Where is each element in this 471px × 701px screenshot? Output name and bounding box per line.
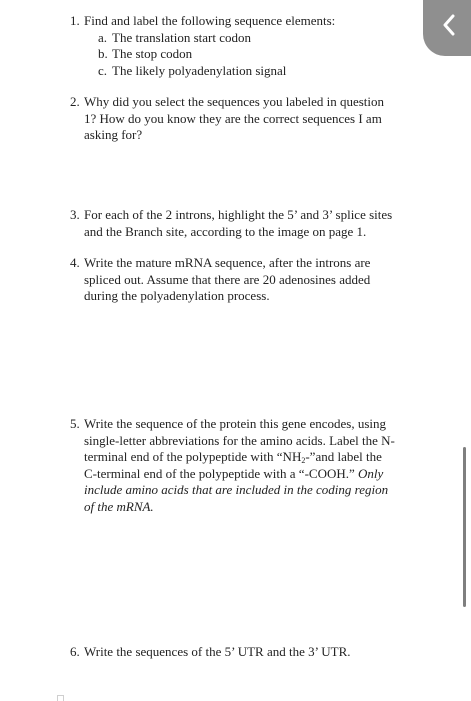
question-text: Write the sequences of the 5’ UTR and the 3’ UTR. [84,644,351,659]
question-text-line: include amino acids that are included in the coding region [84,482,389,497]
question-number: 4. [70,255,80,270]
question-3 [70,207,392,240]
sub-item-a: a. The translation start codon [98,29,251,45]
question-text-line: Write the mature mRNA sequence, after the introns are [84,255,371,270]
question-text-line: and the Branch site, according to the image on page 1. [84,223,367,239]
chevron-left-icon [442,14,456,36]
question-number: 5. [70,416,80,431]
question-text-line: C-terminal end of the polypeptide with a “-COOH.” Only [84,465,384,481]
question-text-line: of the mRNA. [84,498,154,514]
question-number: 1. [70,13,80,28]
question-text-line: Why did you select the sequences you labeled in question [84,94,385,109]
question-number: 3. [70,207,80,222]
page-corner-mark [57,695,64,701]
question-5 [70,416,395,515]
question-text-line: terminal end of the polypeptide with “$NH_2-”and$ label the [84,449,382,465]
question-text-line: Write the sequence of the protein this gene encodes, using [84,416,386,431]
question-text-line: single-letter abbreviations for the amino acids. Label the N- [84,432,395,448]
question-4 [70,255,370,305]
question-text-line: asking for? [84,127,143,142]
question-number: 6. [70,644,80,659]
sub-item-c: c. The likely polyadenylation signal [98,62,287,78]
question-text-line: 1? How do you know they are the correct sequences I am [84,110,382,126]
scrollbar[interactable] [463,447,466,607]
question-number: 2. [70,94,80,109]
question-text: Find and label the following sequence elements: [84,13,336,28]
question-text-line: during the polyadenylation process. [84,288,270,303]
question-text-line: spliced out. Assume that there are 20 adenosines added [84,271,371,287]
back-button[interactable] [423,0,471,56]
sub-item-b: b. The stop codon [98,46,193,61]
question-2 [70,94,384,144]
question-1 [70,13,335,79]
question-text-line: For each of the 2 introns, highlight the 5’ and 3’ splice sites [84,207,393,222]
question-6 [70,644,351,661]
